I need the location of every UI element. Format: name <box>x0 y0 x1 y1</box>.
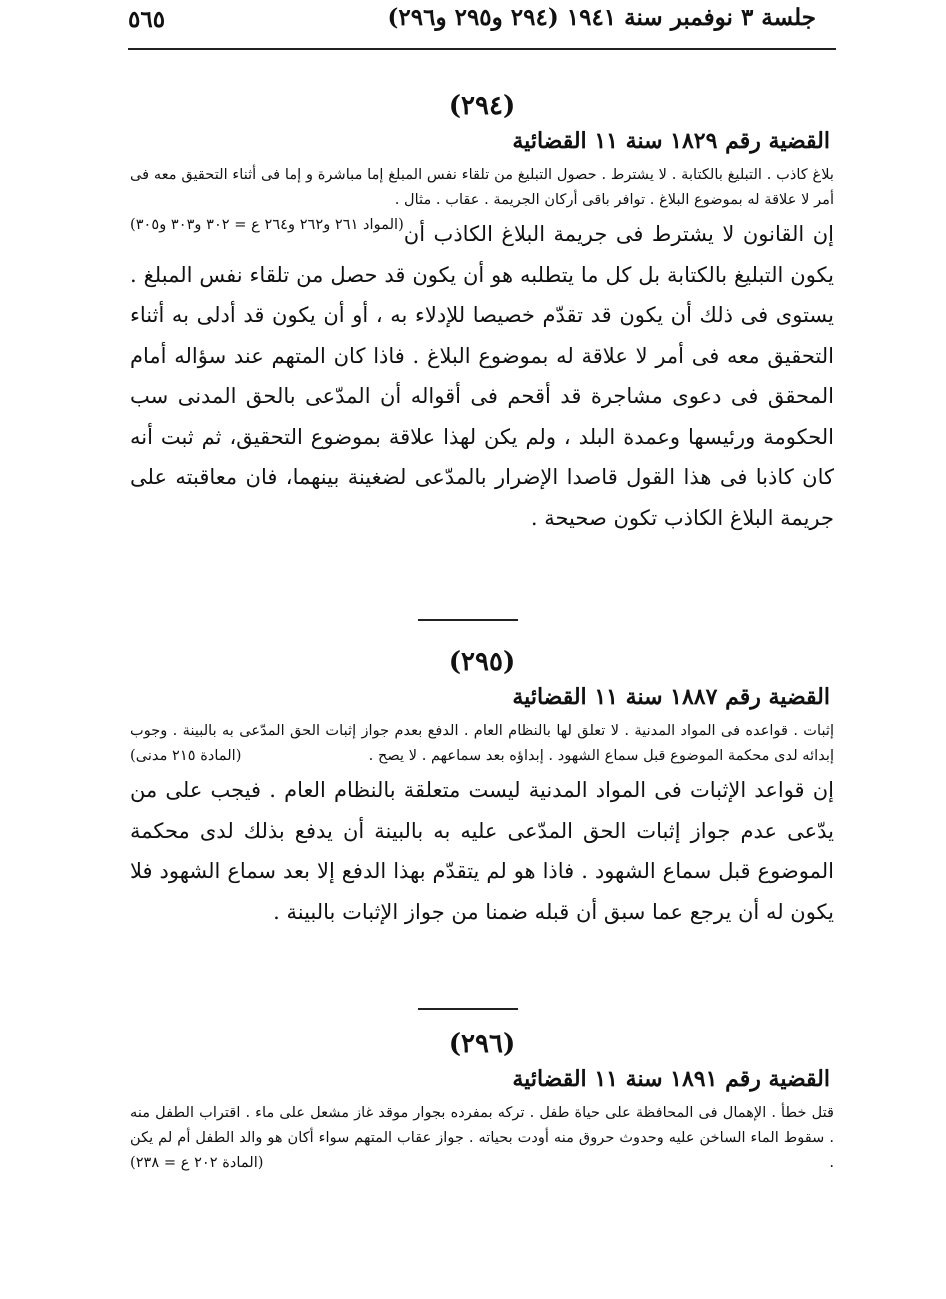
case-reference: القضية رقم ١٨٢٩ سنة ١١ القضائية <box>512 128 830 154</box>
headnote-text: بلاغ كاذب . التبليغ بالكتابة . لا يشترط . حصول التبليغ من تلقاء نفس المبلغ إما مباشرة و إما فى أثناء التحقيق معه فى أمر لا علاقة له بموضوع البلاغ . توافر باقى أركان الجريمة . عقاب . مثال . <box>130 166 834 208</box>
section-divider <box>418 619 518 621</box>
headnote-text: إثبات . قواعده فى المواد المدنية . لا تعلق لها بالنظام العام . الدفع بعدم جواز إثبات الحق المدّعى به بالبينة . وجوب إبدائه لدى محكمة الموضوع قبل سماع الشهود . إبداؤه بعد سماعهم . لا يصح . <box>130 722 834 764</box>
case-headnote <box>130 718 834 768</box>
headnote-text: قتل خطأ . الإهمال فى المحافظة على حياة طفل . تركه بمفرده بجوار موقد غاز مشعل على ماء . اقتراب الطفل منه . سقوط الماء الساخن عليه وحدوث حروق منه أودت بحياته . جواز عقاب المتهم سواء أكان هو والد الطفل أم لم يكن . <box>130 1104 834 1171</box>
case-ruling: إن قواعد الإثبات فى المواد المدنية ليست متعلقة بالنظام العام . فيجب على من يدّعى عدم جواز إثبات الحق المدّعى عليه به بالبينة أن يدفع بذلك لدى محكمة الموضوع قبل سماع الشهود . فاذا هو لم يتقدّم بهذا الدفع إلا بعد سماع الشهود فلا يكون له أن يرجع عما سبق أن قبله ضمنا من جواز الإثبات بالبينة . <box>130 778 834 924</box>
case-ruling: إن القانون لا يشترط فى جريمة البلاغ الكاذب أن يكون التبليغ بالكتابة بل كل ما يتطلبه هو أن يكون قد حصل من تلقاء نفس المبلغ . يستوى فى ذلك أن يكون قد تقدّم خصيصا للإدلاء به ، أو أن يكون قد أدلى به أثناء التحقيق معه فى أمر لا علاقة له بموضوع البلاغ . فاذا كان المتهم عند سؤاله أمام المحقق فى دعوى مشاجرة قد أقحم فى أقواله أن المدّعى بالحق المدنى سب الحكومة ورئيسها وعمدة البلد ، ولم يكن لهذا علاقة بموضوع التحقيق، ثم ثبت أنه كان كاذبا فى هذا القول قاصدا الإضرار بالمدّعى لضغينة بينهما، فان معاقبته على جريمة البلاغ الكاذب تكون صحيحة . <box>130 222 834 530</box>
case-296 <box>130 1026 834 1175</box>
case-294 <box>130 88 834 538</box>
case-number: (٢٩٥) <box>448 647 516 677</box>
case-295 <box>130 644 834 932</box>
case-headnote <box>130 162 834 233</box>
cited-articles: (المادة ٢١٥ مدنى) <box>130 747 242 764</box>
cited-articles: (المواد ٢٦١ و٢٦٢ و٢٦٤ ع = ٣٠٢ و٣٠٣ و٣٠٥) <box>130 216 404 233</box>
case-number: (٢٩٤) <box>448 91 516 121</box>
cited-articles: (المادة ٢٠٢ ع = ٢٣٨) <box>130 1154 264 1171</box>
header-rule <box>128 48 836 50</box>
case-headnote <box>130 1100 834 1175</box>
case-number: (٢٩٦) <box>448 1029 516 1059</box>
page-number: ٥٦٥ <box>128 6 166 33</box>
case-reference: القضية رقم ١٨٩١ سنة ١١ القضائية <box>512 1066 830 1092</box>
section-divider <box>418 1008 518 1010</box>
case-reference: القضية رقم ١٨٨٧ سنة ١١ القضائية <box>512 684 830 710</box>
running-header-title: جلسة ٣ نوفمبر سنة ١٩٤١ (٢٩٤ و٢٩٥ و٢٩٦) <box>387 4 816 31</box>
